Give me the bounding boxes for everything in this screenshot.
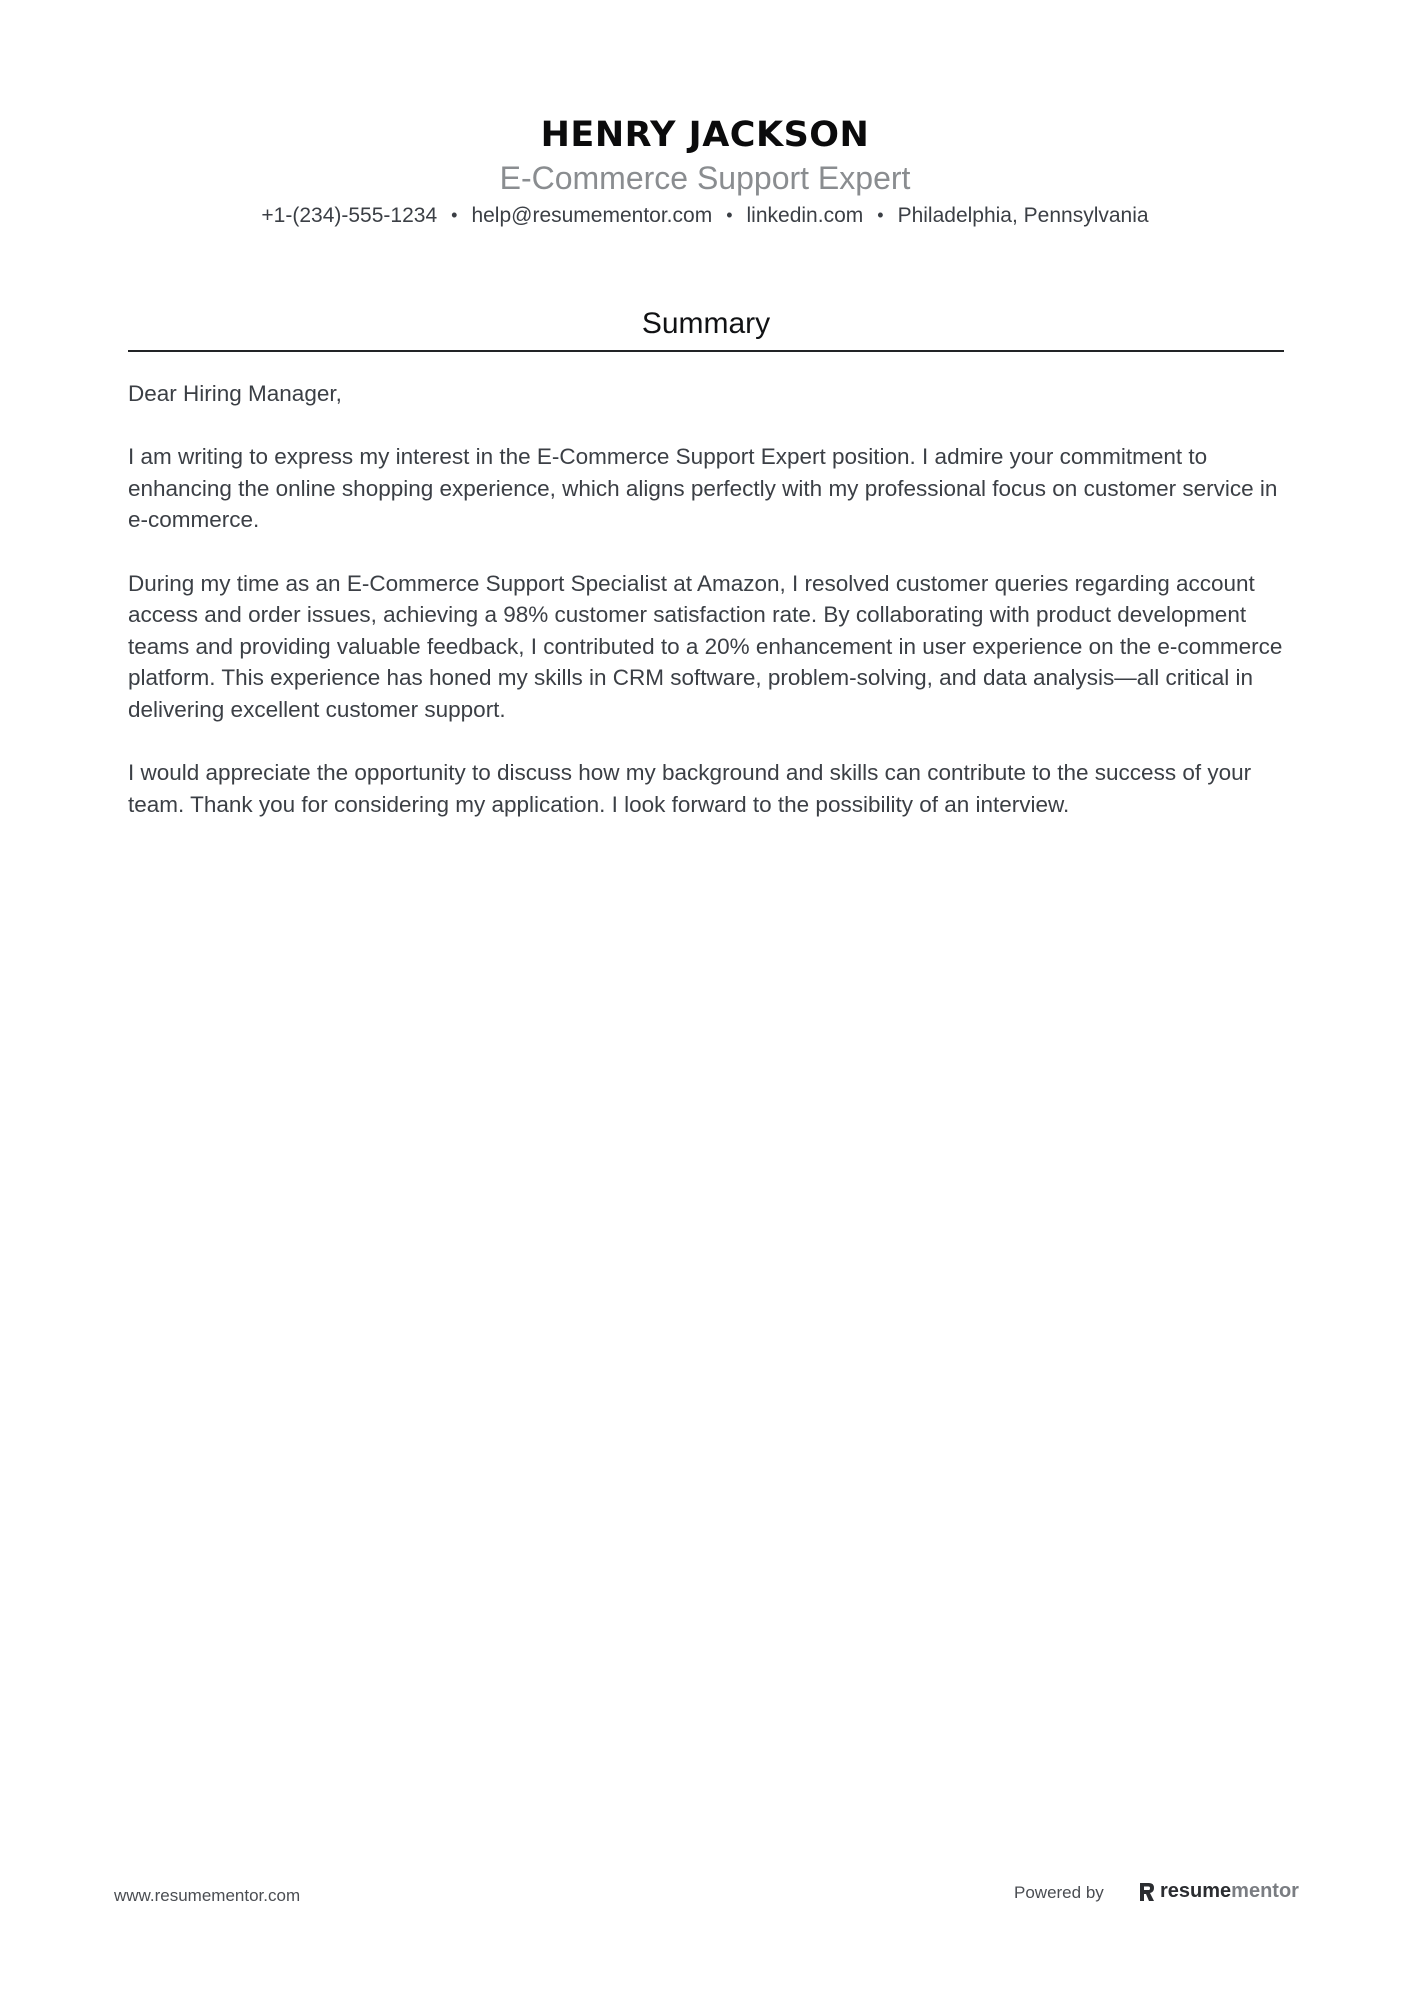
- brand-name-part1: resume: [1160, 1880, 1232, 1902]
- contact-separator: •: [451, 205, 458, 225]
- contact-separator: •: [877, 205, 884, 225]
- brand-name-part2: mentor: [1231, 1880, 1299, 1902]
- section-title-summary: Summary: [641, 307, 771, 340]
- job-title: E-Commerce Support Expert: [499, 160, 911, 196]
- cover-letter-body: [128, 378, 1288, 852]
- contact-email[interactable]: help@resumementor.com: [471, 204, 713, 227]
- footer-brand-logo[interactable]: [1138, 1880, 1299, 1903]
- letter-paragraph: During my time as an E-Commerce Support Specialist at Amazon, I resolved customer queries regarding account access and order issues, achieving a 98% customer satisfaction rate. By collaborating with product development teams and providing valuable feedback, I contributed to a 20% enhancement in user experience on the e-commerce platform. This experience has honed my skills in CRM software, problem-solving, and data analysis—all critical in delivering excellent customer support.: [128, 570, 1283, 722]
- resume-header: [0, 112, 1410, 231]
- letter-paragraph: I am writing to express my interest in the E-Commerce Support Expert position. I admire your commitment to enhancing the online shopping experience, which aligns perfectly with my professional focus on customer service in e-commerce.: [128, 444, 1278, 533]
- contact-phone: +1-(234)-555-1234: [261, 204, 438, 227]
- contact-line: [0, 200, 1410, 231]
- footer-website-link[interactable]: www.resumementor.com: [114, 1886, 301, 1905]
- candidate-name: HENRY JACKSON: [540, 115, 870, 155]
- footer-powered-by: Powered by: [1014, 1883, 1104, 1902]
- contact-linkedin[interactable]: linkedin.com: [746, 204, 864, 227]
- contact-separator: •: [726, 205, 733, 225]
- contact-location: Philadelphia, Pennsylvania: [897, 204, 1149, 227]
- section-divider: [128, 350, 1284, 352]
- letter-paragraph: I would appreciate the opportunity to discuss how my background and skills can contribute to the success of your team. Thank you for considering my application. I look forward to the possibility of an interview.: [128, 760, 1252, 817]
- resumementor-logo-icon: [1138, 1881, 1156, 1903]
- letter-greeting: Dear Hiring Manager,: [128, 381, 342, 406]
